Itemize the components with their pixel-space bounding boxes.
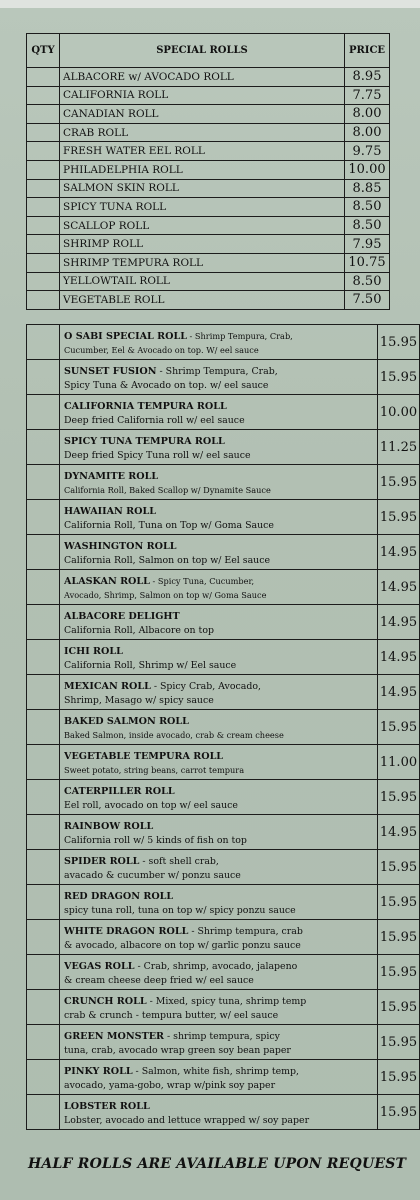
roll-description (60, 815, 378, 850)
roll-name: HAWAIIAN ROLL (64, 506, 156, 517)
roll-description-line2: Deep fried Spicy Tuna roll w/ eel sauce (64, 450, 251, 461)
roll-description (60, 1095, 378, 1130)
roll-price: 15.95 (378, 1095, 420, 1130)
roll-name: SHRIMP ROLL (60, 235, 345, 254)
roll-description (60, 710, 378, 745)
roll-description (60, 570, 378, 605)
roll-description-line2: avacado & cucumber w/ ponzu sauce (64, 870, 241, 881)
roll-description-line2: crab & crunch - tempura butter, w/ eel sauce (64, 1010, 279, 1021)
roll-name: BAKED SALMON ROLL (64, 716, 189, 727)
roll-name: CATERPILLER ROLL (64, 786, 175, 797)
table-row (27, 920, 420, 955)
roll-description (60, 535, 378, 570)
roll-description (60, 360, 378, 395)
roll-name: VEGETABLE TEMPURA ROLL (64, 751, 224, 762)
roll-price: 15.95 (378, 955, 420, 990)
roll-description-line2: tuna, crab, avocado wrap green soy bean paper (64, 1045, 291, 1056)
roll-description-line2: Sweet potato, string beans, carrot tempura (64, 765, 245, 775)
roll-name: VEGAS ROLL (64, 961, 135, 972)
roll-name: ALASKAN ROLL (64, 576, 150, 587)
roll-description-line2: Eel roll, avocado on top w/ eel sauce (64, 800, 238, 811)
roll-price: 9.75 (345, 142, 390, 161)
roll-price: 8.50 (345, 272, 390, 291)
roll-description-line1: - Mixed, spicy tuna, shrimp temp (146, 996, 307, 1007)
qty-cell[interactable] (27, 105, 60, 124)
table-row (27, 535, 420, 570)
roll-description (60, 745, 378, 780)
roll-description-line2: & cream cheese deep fried w/ eel sauce (64, 975, 254, 986)
roll-name: CRUNCH ROLL (64, 996, 147, 1007)
roll-price: 14.95 (378, 815, 420, 850)
half-rolls-notice: HALF ROLLS ARE AVAILABLE UPON REQUEST (28, 1156, 407, 1172)
roll-name: CANADIAN ROLL (60, 105, 345, 124)
table-row (27, 780, 420, 815)
roll-name: CRAB ROLL (60, 123, 345, 142)
roll-price: 15.95 (378, 780, 420, 815)
qty-cell[interactable] (27, 570, 60, 605)
qty-cell[interactable] (27, 68, 60, 87)
roll-description-line2: Cucumber, Eel & Avocado on top. W/ eel sauce (64, 345, 259, 355)
roll-price: 15.95 (378, 1025, 420, 1060)
roll-description (60, 780, 378, 815)
roll-description (60, 920, 378, 955)
table-row (27, 745, 420, 780)
table-row (27, 570, 420, 605)
qty-cell[interactable] (27, 500, 60, 535)
table-row (27, 291, 390, 310)
roll-name: SALMON SKIN ROLL (60, 179, 345, 198)
roll-price: 15.95 (378, 885, 420, 920)
roll-name: WHITE DRAGON ROLL (64, 926, 189, 937)
roll-price: 8.95 (345, 68, 390, 87)
roll-price: 11.25 (378, 430, 420, 465)
roll-price: 8.50 (345, 216, 390, 235)
roll-description (60, 955, 378, 990)
roll-name: GREEN MONSTER (64, 1031, 164, 1042)
roll-name: SPICY TUNA ROLL (60, 198, 345, 217)
table-row (27, 395, 420, 430)
qty-cell[interactable] (27, 360, 60, 395)
roll-price: 8.00 (345, 123, 390, 142)
table-row (27, 68, 390, 87)
roll-name: SPIDER ROLL (64, 856, 140, 867)
table-row (27, 123, 390, 142)
roll-description-line2: avocado, yama-gobo, wrap w/pink soy paper (64, 1080, 276, 1091)
roll-description-line2: & avocado, albacore on top w/ garlic ponzu sauce (64, 940, 301, 951)
table-row (27, 216, 390, 235)
roll-name: ICHI ROLL (64, 646, 123, 657)
roll-name: SHRIMP TEMPURA ROLL (60, 253, 345, 272)
roll-name: SPICY TUNA TEMPURA ROLL (64, 436, 225, 447)
roll-name: YELLOWTAIL ROLL (60, 272, 345, 291)
roll-name: CALIFORNIA ROLL (60, 86, 345, 105)
roll-description (60, 885, 378, 920)
table-row (27, 500, 420, 535)
qty-cell[interactable] (27, 640, 60, 675)
table-row (27, 360, 420, 395)
roll-name: CALIFORNIA TEMPURA ROLL (64, 401, 227, 412)
qty-cell[interactable] (27, 142, 60, 161)
roll-description-line1: - shrimp tempura, spicy (164, 1031, 280, 1042)
table-row (27, 272, 390, 291)
roll-description-line1: - Shrimp Tempura, Crab, (156, 366, 278, 377)
roll-price: 15.95 (378, 710, 420, 745)
roll-description-line1: - Spicy Tuna, Cucumber, (149, 576, 255, 586)
table-row (27, 1095, 420, 1130)
table-row (27, 325, 420, 360)
roll-price: 15.95 (378, 1060, 420, 1095)
roll-name: PHILADELPHIA ROLL (60, 160, 345, 179)
roll-description-line1: - soft shell crab, (139, 856, 219, 867)
roll-price: 8.50 (345, 198, 390, 217)
qty-cell[interactable] (27, 198, 60, 217)
table-row (27, 465, 420, 500)
roll-price: 14.95 (378, 605, 420, 640)
roll-price: 15.95 (378, 500, 420, 535)
roll-price: 15.95 (378, 465, 420, 500)
table-row (27, 198, 390, 217)
roll-description-line2: spicy tuna roll, tuna on top w/ spicy ponzu sauce (64, 905, 296, 916)
table-row (27, 179, 390, 198)
qty-cell[interactable] (27, 1025, 60, 1060)
roll-description-line1: - Salmon, white fish, shrimp temp, (132, 1066, 300, 1077)
special-rolls-header: SPECIAL ROLLS (60, 34, 345, 68)
roll-name: SCALLOP ROLL (60, 216, 345, 235)
roll-name: ALBACORE DELIGHT (64, 611, 180, 622)
roll-description-line2: Lobster, avocado and lettuce wrapped w/ soy paper (64, 1115, 310, 1126)
roll-name: LOBSTER ROLL (64, 1101, 150, 1112)
roll-name: VEGETABLE ROLL (60, 291, 345, 310)
roll-description-line2: California Roll, Tuna on Top w/ Goma Sauce (64, 520, 274, 531)
roll-description-line2: Spicy Tuna & Avocado on top. w/ eel sauce (64, 380, 269, 391)
qty-cell[interactable] (27, 605, 60, 640)
roll-name: PINKY ROLL (64, 1066, 133, 1077)
table-row (27, 253, 390, 272)
table-row (27, 1060, 420, 1095)
roll-name: SUNSET FUSION (64, 366, 157, 377)
roll-price: 7.50 (345, 291, 390, 310)
roll-description-line2: Deep fried California roll w/ eel sauce (64, 415, 245, 426)
qty-cell[interactable] (27, 535, 60, 570)
roll-description (60, 465, 378, 500)
qty-cell[interactable] (27, 216, 60, 235)
roll-description-line1: - Crab, shrimp, avocado, jalapeno (134, 961, 298, 972)
roll-name: FRESH WATER EEL ROLL (60, 142, 345, 161)
roll-price: 15.95 (378, 360, 420, 395)
roll-description-line2: California roll w/ 5 kinds of fish on top (64, 835, 247, 846)
table-row (27, 105, 390, 124)
qty-cell[interactable] (27, 86, 60, 105)
qty-cell[interactable] (27, 291, 60, 310)
qty-cell[interactable] (27, 745, 60, 780)
simple-rolls-table (26, 33, 390, 310)
table-row (27, 885, 420, 920)
roll-price: 10.75 (345, 253, 390, 272)
roll-name: ALBACORE w/ AVOCADO ROLL (60, 68, 345, 87)
top-strip (0, 0, 420, 8)
qty-cell[interactable] (27, 325, 60, 360)
qty-cell[interactable] (27, 430, 60, 465)
table-row (27, 142, 390, 161)
qty-cell[interactable] (27, 235, 60, 254)
table-row (27, 160, 390, 179)
roll-description (60, 325, 378, 360)
roll-price: 10.00 (378, 395, 420, 430)
qty-cell[interactable] (27, 780, 60, 815)
qty-cell[interactable] (27, 253, 60, 272)
special-rolls-table (26, 324, 420, 1130)
roll-price: 15.95 (378, 920, 420, 955)
qty-cell[interactable] (27, 710, 60, 745)
roll-price: 15.95 (378, 990, 420, 1025)
roll-price: 8.85 (345, 179, 390, 198)
roll-price: 14.95 (378, 535, 420, 570)
roll-description-line2: Shrimp, Masago w/ spicy sauce (64, 695, 214, 706)
qty-cell[interactable] (27, 955, 60, 990)
qty-header: QTY (27, 34, 60, 68)
roll-description-line2: Avocado, Shrimp, Salmon on top w/ Goma Sauce (64, 590, 267, 600)
roll-price: 14.95 (378, 570, 420, 605)
roll-description-line2: Baked Salmon, inside avocado, crab & cream cheese (64, 730, 284, 740)
roll-description (60, 430, 378, 465)
roll-description-line2: California Roll, Salmon on top w/ Eel sauce (64, 555, 271, 566)
qty-cell[interactable] (27, 815, 60, 850)
qty-cell[interactable] (27, 990, 60, 1025)
qty-cell[interactable] (27, 272, 60, 291)
roll-description-line1: - Spicy Crab, Avocado, (150, 681, 261, 692)
qty-cell[interactable] (27, 160, 60, 179)
roll-price: 14.95 (378, 675, 420, 710)
qty-cell[interactable] (27, 123, 60, 142)
roll-description (60, 605, 378, 640)
roll-price: 7.75 (345, 86, 390, 105)
roll-description-line1: - Shrimp Tempura, Crab, (186, 331, 293, 341)
roll-price: 8.00 (345, 105, 390, 124)
roll-price: 7.95 (345, 235, 390, 254)
table-row (27, 675, 420, 710)
qty-cell[interactable] (27, 1060, 60, 1095)
roll-description (60, 850, 378, 885)
price-header: PRICE (345, 34, 390, 68)
roll-description-line1: - Shrimp tempura, crab (188, 926, 303, 937)
roll-price: 11.00 (378, 745, 420, 780)
roll-price: 15.95 (378, 325, 420, 360)
roll-description (60, 990, 378, 1025)
table-row (27, 430, 420, 465)
table-header-row (27, 34, 390, 68)
roll-price: 10.00 (345, 160, 390, 179)
qty-cell[interactable] (27, 1095, 60, 1130)
roll-description (60, 675, 378, 710)
roll-description-line2: California Roll, Albacore on top (64, 625, 214, 636)
roll-price: 14.95 (378, 640, 420, 675)
roll-price: 15.95 (378, 850, 420, 885)
qty-cell[interactable] (27, 179, 60, 198)
roll-name: MEXICAN ROLL (64, 681, 151, 692)
qty-cell[interactable] (27, 465, 60, 500)
roll-name: O SABI SPECIAL ROLL (64, 331, 187, 342)
table-row (27, 235, 390, 254)
table-row (27, 605, 420, 640)
roll-name: DYNAMITE ROLL (64, 471, 159, 482)
roll-description (60, 395, 378, 430)
table-row (27, 815, 420, 850)
qty-cell[interactable] (27, 395, 60, 430)
roll-description-line2: California Roll, Baked Scallop w/ Dynamite Sauce (64, 485, 271, 495)
table-row (27, 640, 420, 675)
roll-description (60, 1025, 378, 1060)
roll-description (60, 640, 378, 675)
roll-description (60, 1060, 378, 1095)
table-row (27, 710, 420, 745)
roll-description (60, 500, 378, 535)
roll-name: WASHINGTON ROLL (64, 541, 177, 552)
roll-name: RED DRAGON ROLL (64, 891, 174, 902)
table-row (27, 850, 420, 885)
qty-cell[interactable] (27, 850, 60, 885)
table-row (27, 1025, 420, 1060)
table-row (27, 86, 390, 105)
qty-cell[interactable] (27, 920, 60, 955)
table-row (27, 955, 420, 990)
roll-name: RAINBOW ROLL (64, 821, 154, 832)
qty-cell[interactable] (27, 675, 60, 710)
roll-description-line2: California Roll, Shrimp w/ Eel sauce (64, 660, 237, 671)
table-row (27, 990, 420, 1025)
qty-cell[interactable] (27, 885, 60, 920)
